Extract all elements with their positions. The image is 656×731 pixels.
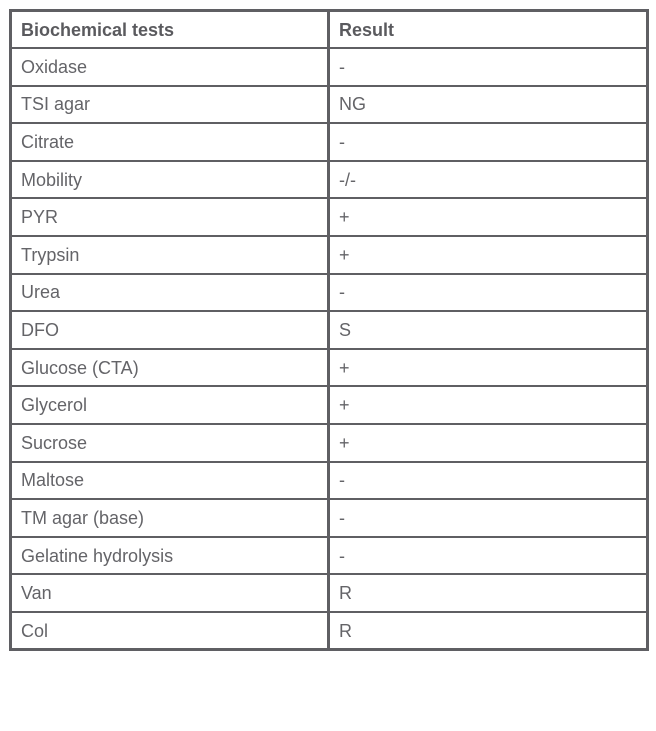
test-name-cell: DFO [11, 311, 329, 349]
table-row [11, 311, 648, 349]
table-row [11, 386, 648, 424]
test-name-cell: Col [11, 612, 329, 650]
table-row [11, 274, 648, 312]
table-row [11, 424, 648, 462]
result-cell: - [329, 274, 648, 312]
header-result: Result [329, 11, 648, 49]
table-row [11, 86, 648, 124]
result-cell: - [329, 48, 648, 86]
test-name-cell: TM agar (base) [11, 499, 329, 537]
result-cell: -/- [329, 161, 648, 199]
test-name-cell: Maltose [11, 462, 329, 500]
result-cell: S [329, 311, 648, 349]
result-cell: - [329, 123, 648, 161]
table-row [11, 499, 648, 537]
test-name-cell: Trypsin [11, 236, 329, 274]
table-body [11, 48, 648, 650]
table-header-row [11, 11, 648, 49]
test-name-cell: Van [11, 574, 329, 612]
result-cell: - [329, 499, 648, 537]
test-name-cell: Citrate [11, 123, 329, 161]
test-name-cell: Oxidase [11, 48, 329, 86]
result-cell: + [329, 386, 648, 424]
result-cell: + [329, 198, 648, 236]
result-cell: - [329, 462, 648, 500]
biochemical-tests-table-container [9, 9, 646, 651]
result-cell: + [329, 349, 648, 387]
test-name-cell: Sucrose [11, 424, 329, 462]
test-name-cell: Glucose (CTA) [11, 349, 329, 387]
test-name-cell: Urea [11, 274, 329, 312]
result-cell: + [329, 424, 648, 462]
table-row [11, 462, 648, 500]
table-row [11, 574, 648, 612]
result-cell: R [329, 574, 648, 612]
result-cell: + [329, 236, 648, 274]
test-name-cell: TSI agar [11, 86, 329, 124]
table-row [11, 48, 648, 86]
table-row [11, 236, 648, 274]
test-name-cell: PYR [11, 198, 329, 236]
biochemical-tests-table [9, 9, 649, 651]
result-cell: NG [329, 86, 648, 124]
table-row [11, 161, 648, 199]
table-row [11, 198, 648, 236]
result-cell: - [329, 537, 648, 575]
table-row [11, 537, 648, 575]
table-row [11, 123, 648, 161]
test-name-cell: Gelatine hydrolysis [11, 537, 329, 575]
table-row [11, 612, 648, 650]
test-name-cell: Glycerol [11, 386, 329, 424]
result-cell: R [329, 612, 648, 650]
header-biochemical-tests: Biochemical tests [11, 11, 329, 49]
test-name-cell: Mobility [11, 161, 329, 199]
table-row [11, 349, 648, 387]
